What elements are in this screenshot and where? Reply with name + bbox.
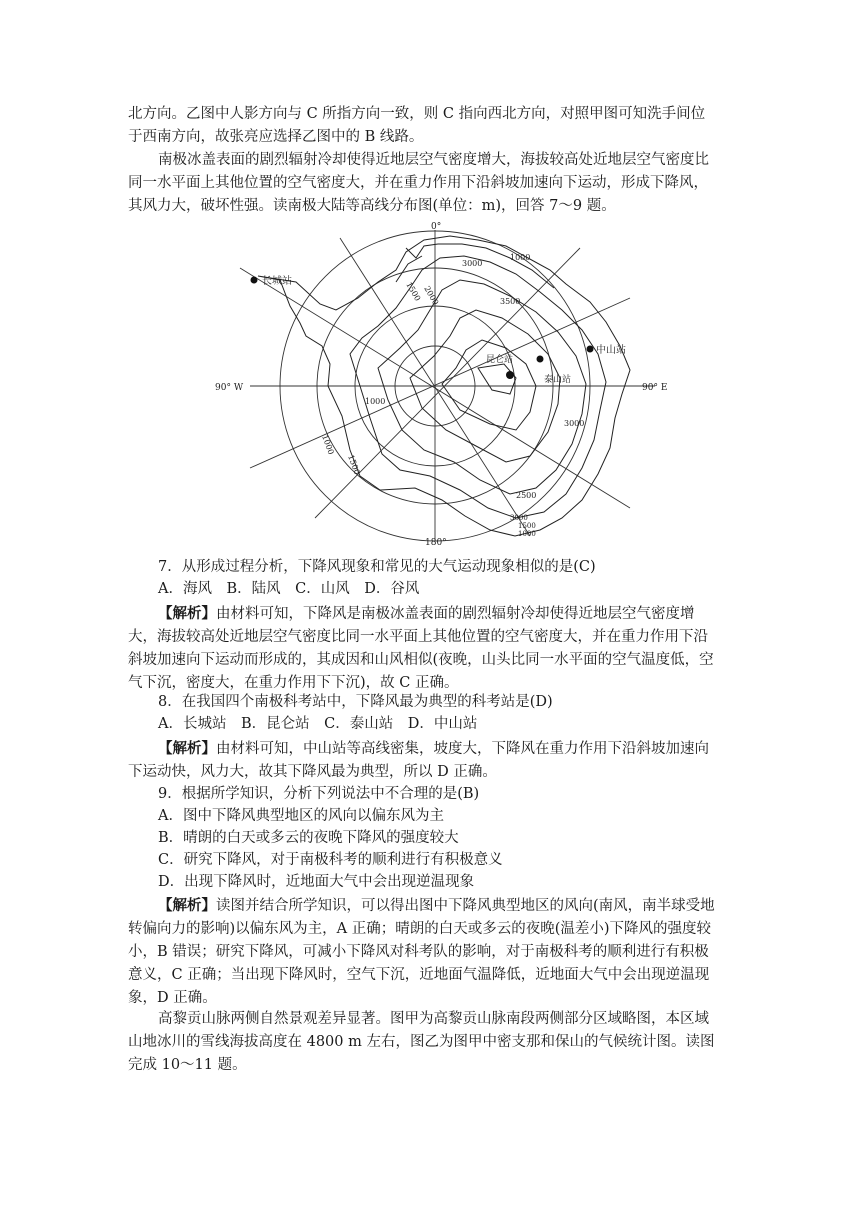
contour-label: 3000 xyxy=(510,514,528,522)
q9-option-c: C．研究下降风，对于南极科考的顺利进行有积极意义 xyxy=(158,852,503,868)
q7-stem: 7．从形成过程分析，下降风现象和常见的大气运动现象相似的是(C) xyxy=(158,559,596,575)
contour-label: 1500 xyxy=(518,522,536,530)
label-changcheng-station: 长城站 xyxy=(262,276,292,287)
paragraph-gaoligong-intro: 高黎贡山脉两侧自然景观差异显著。图甲为高黎贡山脉南段两侧部分区域略图，本区域山地冰川的雪线海拔高度在 4800 m 左右，图乙为图甲中密支那和保山的气候统计图。读图完成 10～11 题。 xyxy=(128,1011,715,1073)
q9-analysis xyxy=(128,894,718,1010)
analysis-label: 【解析】 xyxy=(158,605,216,622)
q9-option-b: B．晴朗的白天或多云的夜晚下降风的强度较大 xyxy=(158,830,459,846)
contour-label: 1500 xyxy=(346,453,362,476)
q8-stem: 8．在我国四个南极科考站中，下降风最为典型的科考站是(D) xyxy=(158,694,553,710)
label-lon-0: 0° xyxy=(431,222,442,232)
q7-analysis-text: 由材料可知，下降风是南极冰盖表面的剧烈辐射冷却使得近地层空气密度增大，海拔较高处近地层空气密度比同一水平面上其他位置的空气密度大，并在重力作用下沿斜坡加速向下运动而形成的，其成因和山风相似(夜晚，山头比同一水平面的空气温度低，空气下沉，密度大，在重力作用下下沉)，故 C 正确。 xyxy=(128,606,714,691)
contour-label: 3000 xyxy=(564,419,585,428)
q9-option-a: A．图中下降风典型地区的风向以偏东风为主 xyxy=(158,808,444,824)
label-lon-180: 180° xyxy=(425,538,447,548)
contour-label: 1000 xyxy=(510,253,531,262)
contour-label: 2500 xyxy=(516,491,537,500)
analysis-label: 【解析】 xyxy=(158,740,216,757)
label-kunlun-station: 昆仑站 xyxy=(486,355,514,365)
graticule xyxy=(240,230,655,541)
contour-label: 1000 xyxy=(518,530,536,538)
label-lon-90w: 90° W xyxy=(215,383,244,393)
contour-label: 1500 xyxy=(404,280,423,303)
contour-label: 1000 xyxy=(320,433,336,456)
q7-options: A．海风 B．陆风 C．山风 D．谷风 xyxy=(158,581,420,597)
antarctica-contour-map xyxy=(210,218,680,548)
q9-analysis-text: 读图并结合所学知识，可以得出图中下降风典型地区的风向(南风，南半球受地转偏向力的影响)以偏东风为主，A 正确；晴朗的白天或多云的夜晚(温差小)下降风的强度较小，B 错误；研究下降风，可减小下降风对科考队的影响，对于南极科考的顺利进行有积极意义，C 正确；当出现下降风时，空气下沉，近地面气温降低，近地面大气中会出现逆温现象，D 正确。 xyxy=(128,898,715,1006)
q8-analysis xyxy=(128,737,718,784)
contour-label: 2000 xyxy=(422,284,441,307)
contour-label: 1000 xyxy=(365,397,386,406)
contour-label: 3500 xyxy=(500,297,521,306)
q9-option-d: D．出现下降风时，近地面大气中会出现逆温现象 xyxy=(158,874,475,890)
q7-analysis xyxy=(128,602,718,695)
paragraph-katabatic-intro: 南极冰盖表面的剧烈辐射冷却使得近地层空气密度增大，海拔较高处近地层空气密度比同一水平面上其他位置的空气密度大，并在重力作用下沿斜坡加速向下运动，形成下降风，其风力大，破坏性强。读南极大陆等高线分布图(单位：m)，回答 7～9 题。 xyxy=(128,152,709,214)
q8-analysis-text: 由材料可知，中山站等高线密集，坡度大，下降风在重力作用下沿斜坡加速向下运动快，风力大，故其下降风最为典型，所以 D 正确。 xyxy=(128,741,709,780)
q9-stem: 9．根据所学知识，分析下列说法中不合理的是(B) xyxy=(158,786,480,802)
paragraph-previous-answer: 北方向。乙图中人影方向与 C 所指方向一致，则 C 指向西北方向，对照甲图可知洗手间位于西南方向，故张亮应选择乙图中的 B 线路。 xyxy=(128,106,706,145)
analysis-label: 【解析】 xyxy=(158,897,216,914)
label-zhongshan-station: 中山站 xyxy=(596,345,626,356)
label-lon-90e: 90° E xyxy=(642,383,668,393)
q8-options: A．长城站 B．昆仑站 C．泰山站 D．中山站 xyxy=(158,716,478,732)
contour-label: 3000 xyxy=(462,259,483,268)
label-taishan-station: 泰山站 xyxy=(544,375,572,385)
